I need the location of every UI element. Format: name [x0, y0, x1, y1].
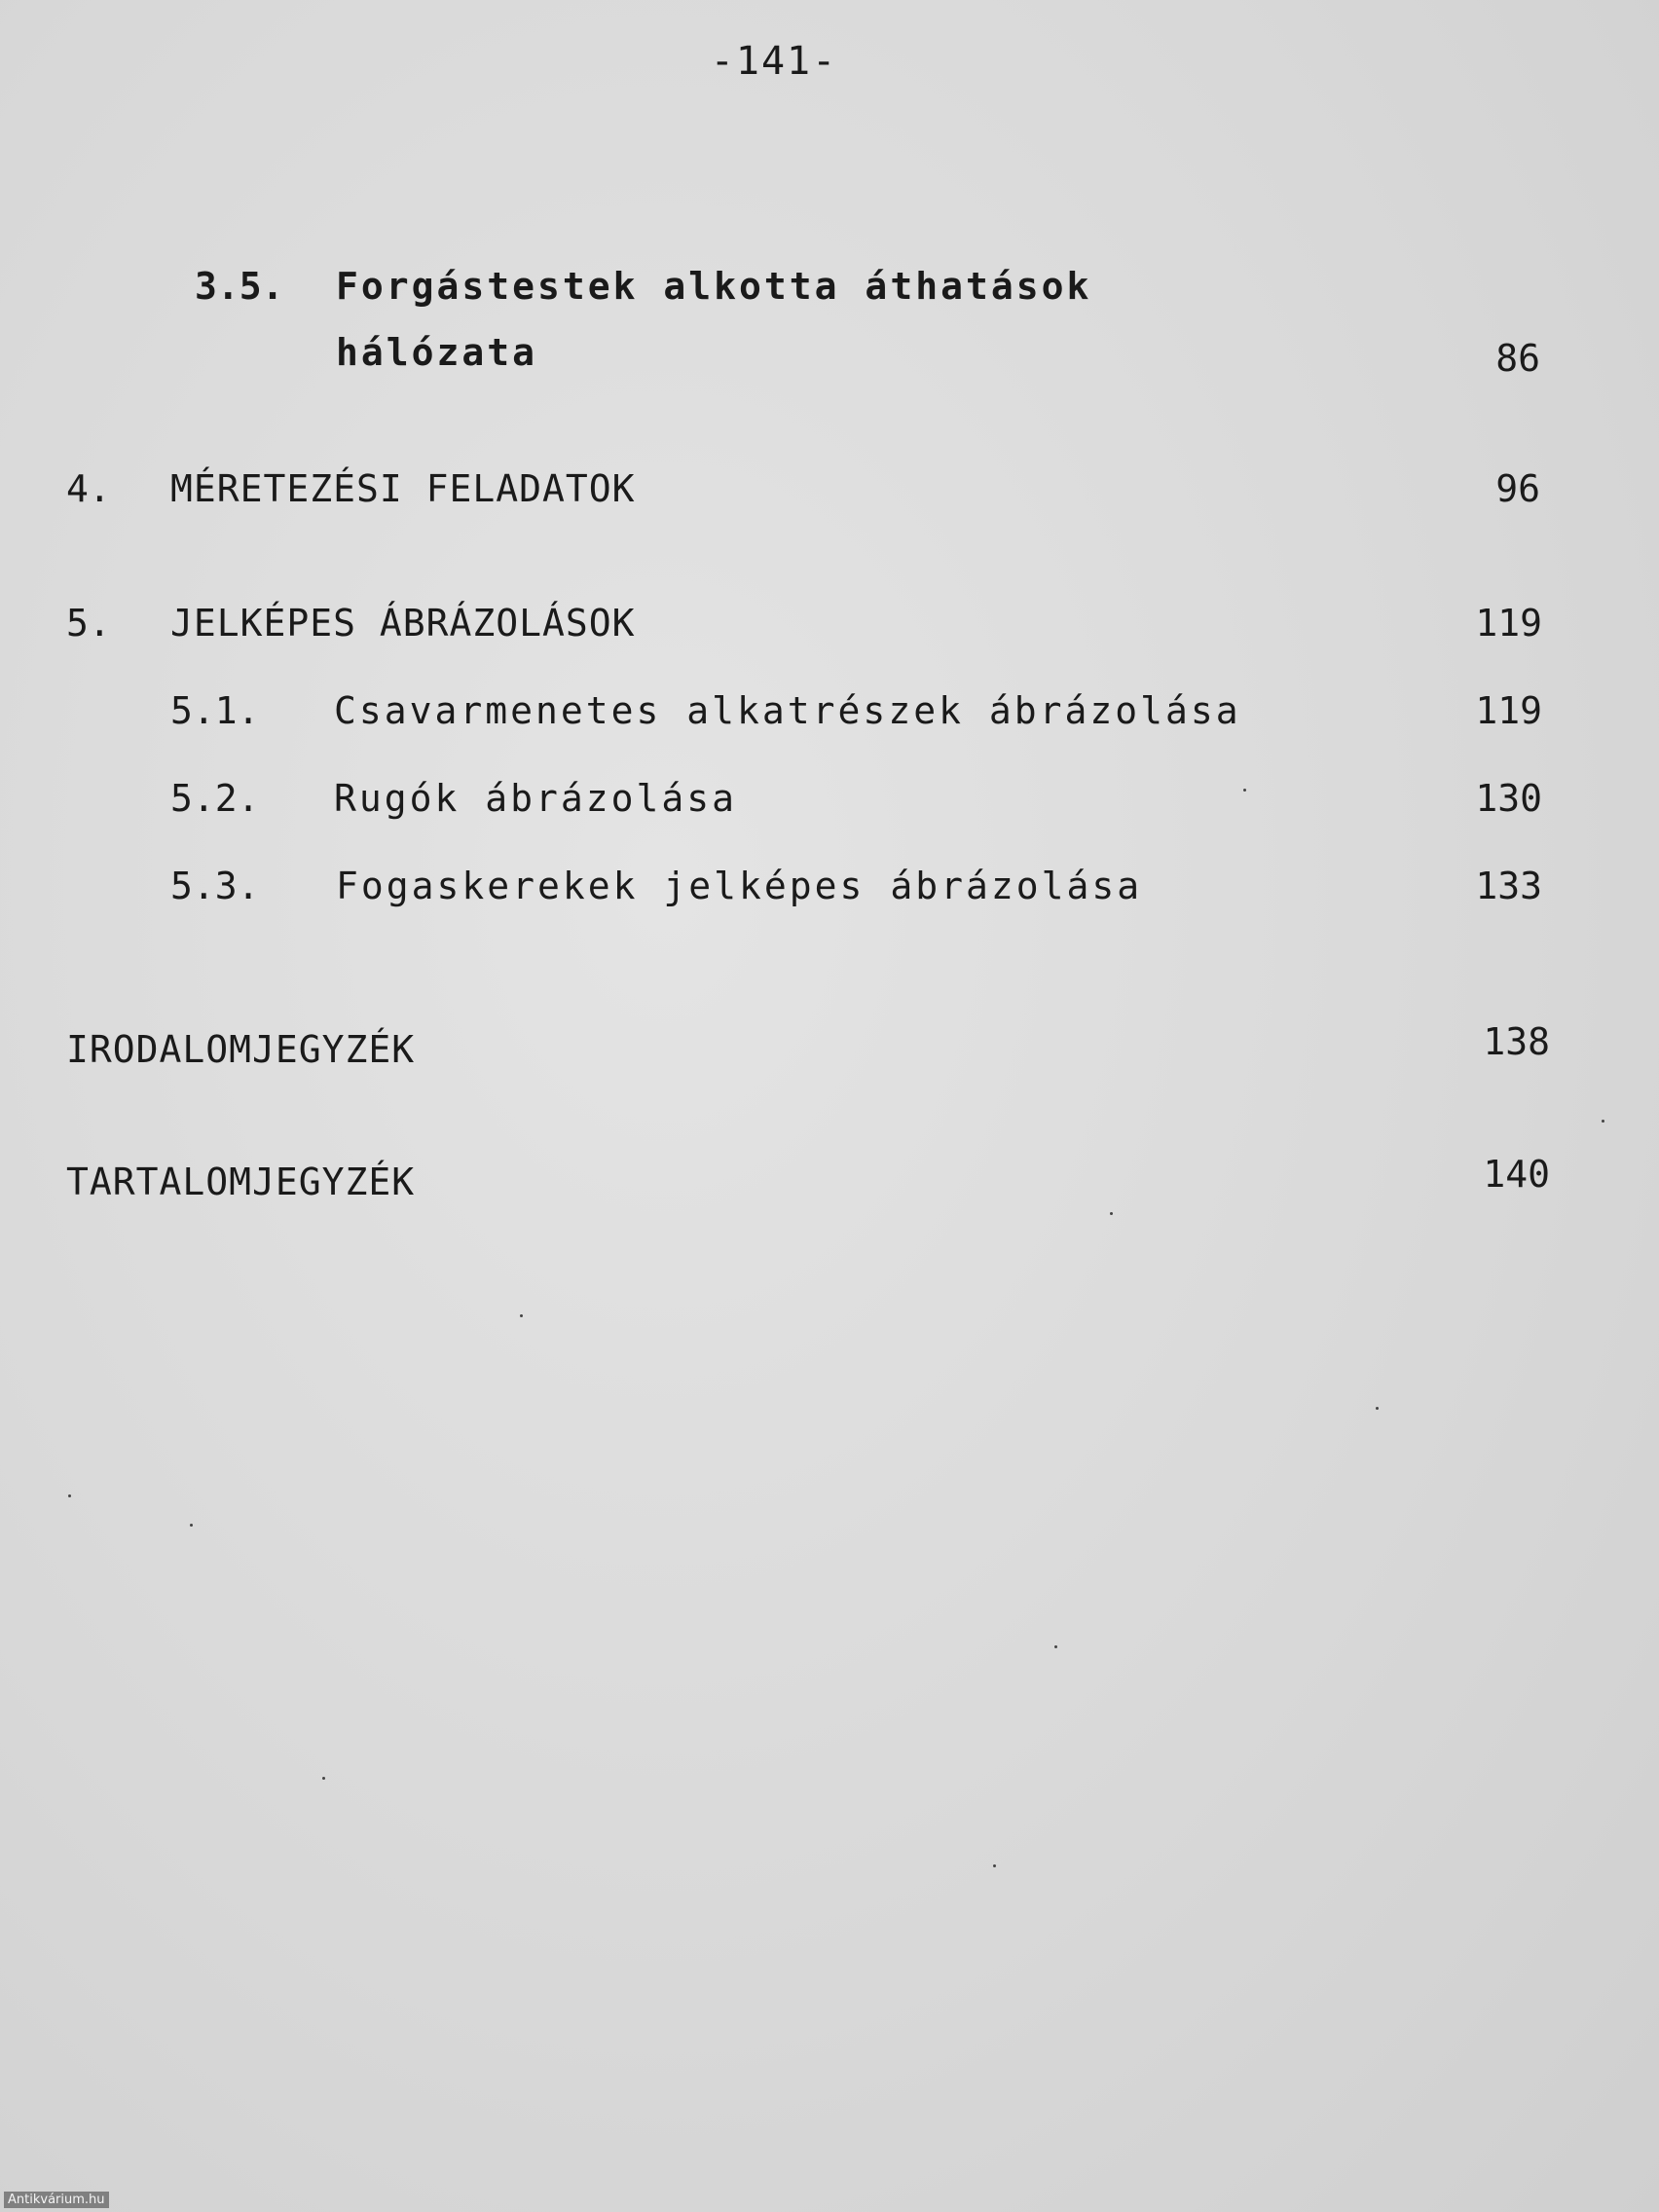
scan-speck: [1054, 1645, 1057, 1648]
toc-entry-number: 4.: [66, 467, 111, 510]
toc-entry-page: 140: [1483, 1153, 1550, 1196]
toc-entry-title: Rugók ábrázolása: [334, 777, 738, 820]
toc-entry-number: 5.3.: [170, 865, 260, 907]
watermark: Antikvárium.hu: [4, 2192, 109, 2208]
scan-speck: [520, 1314, 523, 1317]
scan-speck: [1110, 1212, 1113, 1215]
toc-entry-5-3: [0, 865, 1659, 923]
toc-entry-3-5-continued: [0, 331, 1659, 389]
toc-entry-title: Fogaskerekek jelképes ábrázolása: [336, 865, 1143, 907]
toc-entry-number: 3.5.: [195, 265, 284, 308]
toc-entry-page: 96: [1495, 467, 1540, 510]
toc-entry-3-5: [0, 265, 1659, 323]
toc-entry-number: 5.2.: [170, 777, 260, 820]
toc-entry-page: 119: [1475, 602, 1542, 645]
toc-entry-title: Csavarmenetes alkatrészek ábrázolása: [334, 689, 1241, 732]
toc-entry-5-2: [0, 777, 1659, 835]
toc-entry-page: 119: [1475, 689, 1542, 732]
toc-entry-4: [0, 467, 1659, 526]
toc-entry-page: 133: [1475, 865, 1542, 907]
scan-speck: [322, 1777, 325, 1780]
toc-entry-title: hálózata: [336, 331, 538, 374]
toc-entry-title: TARTALOMJEGYZÉK: [66, 1161, 416, 1203]
toc-entry-number: 5.1.: [170, 689, 260, 732]
toc-entry-title: JELKÉPES ÁBRÁZOLÁSOK: [170, 602, 636, 645]
scan-speck: [68, 1494, 71, 1497]
toc-entry-number: 5.: [66, 602, 111, 645]
scan-speck: [1376, 1407, 1379, 1410]
toc-entry-bibliography: [0, 1020, 1659, 1079]
toc-entry-5-1: [0, 689, 1659, 748]
scan-speck: [190, 1524, 193, 1527]
page-number: -141-: [710, 39, 838, 84]
toc-entry-title: IRODALOMJEGYZÉK: [66, 1028, 416, 1071]
toc-entry-title: MÉRETEZÉSI FELADATOK: [170, 467, 636, 510]
scan-speck: [1602, 1120, 1604, 1123]
scan-speck: [993, 1864, 996, 1867]
toc-entry-page: 138: [1483, 1020, 1550, 1063]
toc-entry-page: 86: [1495, 337, 1540, 380]
toc-entry-5: [0, 602, 1659, 660]
scan-speck: [1243, 789, 1246, 792]
toc-entry-contents: [0, 1153, 1659, 1211]
toc-entry-title: Forgástestek alkotta áthatások: [336, 265, 1092, 308]
toc-entry-page: 130: [1475, 777, 1542, 820]
